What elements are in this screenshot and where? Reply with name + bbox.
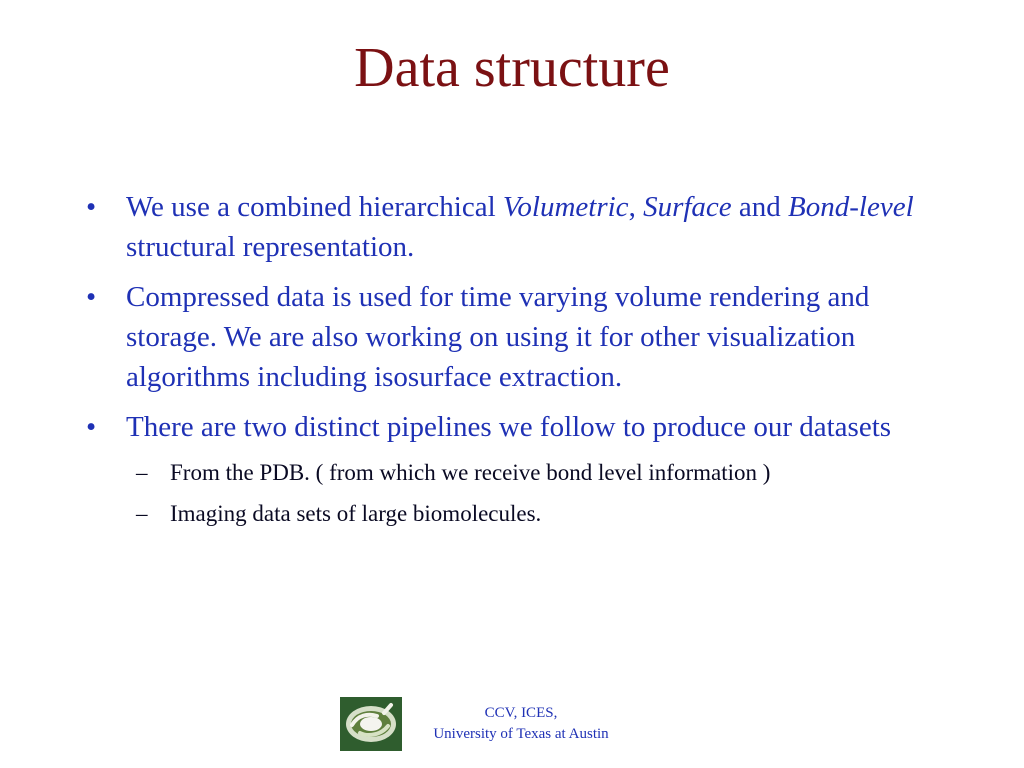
bullet-emphasis-volumetric: Volumetric (502, 191, 629, 223)
sub-bullet-text: Imaging data sets of large biomolecules. (170, 501, 542, 526)
footer-line-2: University of Texas at Austin (433, 726, 609, 742)
sub-bullet-text: From the PDB. ( from which we receive bond level information ) (170, 460, 771, 485)
bullet-text-segment: , (628, 191, 644, 223)
slide-title: Data structure (354, 37, 670, 99)
bullet-item-1 (84, 187, 944, 267)
slide-footer (340, 697, 630, 751)
ccv-logo-icon (340, 697, 402, 751)
bullet-emphasis-bond-level: Bond-level (788, 191, 914, 223)
bullet-item-2 (84, 277, 944, 397)
sub-bullet-item-1 (84, 457, 944, 489)
bullet-text-segment: We use a combined hierarchical (126, 191, 503, 223)
bullet-text-segment: and (731, 191, 789, 223)
sub-bullet-marker: – (136, 460, 148, 485)
sub-bullet-marker: – (136, 501, 148, 526)
footer-caption (412, 703, 630, 745)
bullet-marker: • (86, 281, 97, 313)
bullet-text: Compressed data is used for time varying volume rendering and storage. We are also working on using it for other visualization algorithms including isosurface extraction. (126, 281, 870, 393)
footer-line-1: CCV, ICES, (484, 705, 558, 721)
bullet-item-3 (84, 407, 944, 447)
slide-content (84, 187, 944, 539)
bullet-emphasis-surface: Surface (643, 191, 732, 223)
sub-bullet-item-2 (84, 498, 944, 530)
bullet-text: There are two distinct pipelines we follow to produce our datasets (126, 411, 892, 443)
bullet-marker: • (86, 411, 97, 443)
bullet-marker: • (86, 191, 97, 223)
bullet-text-segment: structural representation. (126, 231, 415, 263)
bullet-text (126, 191, 914, 263)
